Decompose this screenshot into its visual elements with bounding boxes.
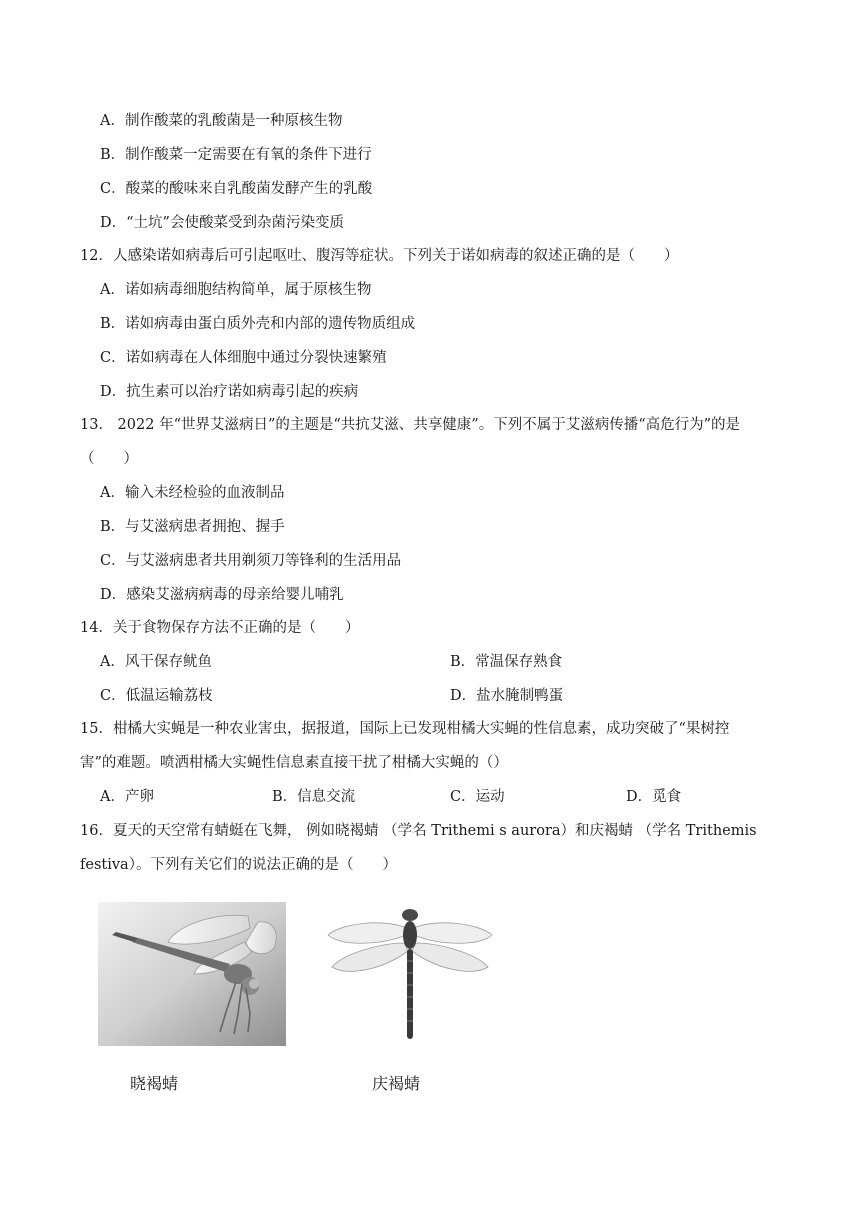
q14-stem: 14．关于食物保存方法不正确的是（ ）	[80, 620, 360, 636]
q13-option-d: D．感染艾滋病病毒的母亲给婴儿哺乳	[100, 587, 344, 603]
q13-option-a: A．输入未经检验的血液制品	[100, 485, 285, 501]
q16-stem-line1: 16．夏天的天空常有蜻蜓在飞舞， 例如晓褐蜻 （学名 Trithemi s aurora）和庆褐蜻 （学名 Trithemis	[80, 823, 757, 839]
q14-option-b: B．常温保存熟食	[450, 654, 563, 670]
q13-option-b: B．与艾滋病患者拥抱、握手	[100, 519, 285, 535]
q13-stem-line2: （ ）	[80, 451, 138, 467]
dragonfly-photo-xiaohe	[98, 902, 286, 1046]
q15-option-c: C．运动	[450, 789, 505, 805]
q14-option-c: C．低温运输荔枝	[100, 688, 213, 704]
q14-option-d: D．盐水腌制鸭蛋	[450, 688, 564, 704]
q14-option-a: A．风干保存鱿鱼	[100, 654, 212, 670]
q12-option-c: C．诺如病毒在人体细胞中通过分裂快速繁殖	[100, 350, 387, 366]
q15-stem-line1: 15．柑橘大实蝇是一种农业害虫，据报道，国际上已发现柑橘大实蝇的性信息素，成功突破了“果树控	[80, 721, 730, 737]
q12-stem: 12．人感染诺如病毒后可引起呕吐、腹泻等症状。下列关于诺如病毒的叙述正确的是（ ）	[80, 248, 679, 264]
q12-option-a: A．诺如病毒细胞结构简单，属于原核生物	[100, 282, 372, 298]
q15-stem-line2: 害”的难题。喷洒柑橘大实蝇性信息素直接干扰了柑橘大实蝇的（）	[80, 755, 508, 771]
q13-option-c: C．与艾滋病患者共用剃须刀等锋利的生活用品	[100, 553, 402, 569]
q15-option-a: A．产卵	[100, 789, 154, 805]
q13-stem-line1: 13． 2022 年“世界艾滋病日”的主题是“共抗艾滋、共享健康”。下列不属于艾滋病传播“高危行为”的是	[80, 417, 741, 433]
q11-option-a: A．制作酸菜的乳酸菌是一种原核生物	[100, 113, 343, 129]
q16-stem-line2: festiva）。下列有关它们的说法正确的是（ ）	[80, 857, 397, 873]
caption-qinghe: 庆褐蜻	[372, 1074, 421, 1093]
q15-option-b: B．信息交流	[272, 789, 356, 805]
q12-option-d: D．抗生素可以治疗诺如病毒引起的疾病	[100, 384, 359, 400]
q11-option-b: B．制作酸菜一定需要在有氧的条件下进行	[100, 147, 372, 163]
dragonfly-photo-qinghe	[322, 905, 498, 1043]
q11-option-d: D．“土坑”会使酸菜受到杂菌污染变质	[100, 215, 344, 231]
q15-option-d: D．觅食	[626, 789, 682, 805]
q12-option-b: B．诺如病毒由蛋白质外壳和内部的遗传物质组成	[100, 316, 416, 332]
q11-option-c: C．酸菜的酸味来自乳酸菌发酵产生的乳酸	[100, 181, 373, 197]
caption-xiaohe: 晓褐蜻	[130, 1074, 179, 1093]
